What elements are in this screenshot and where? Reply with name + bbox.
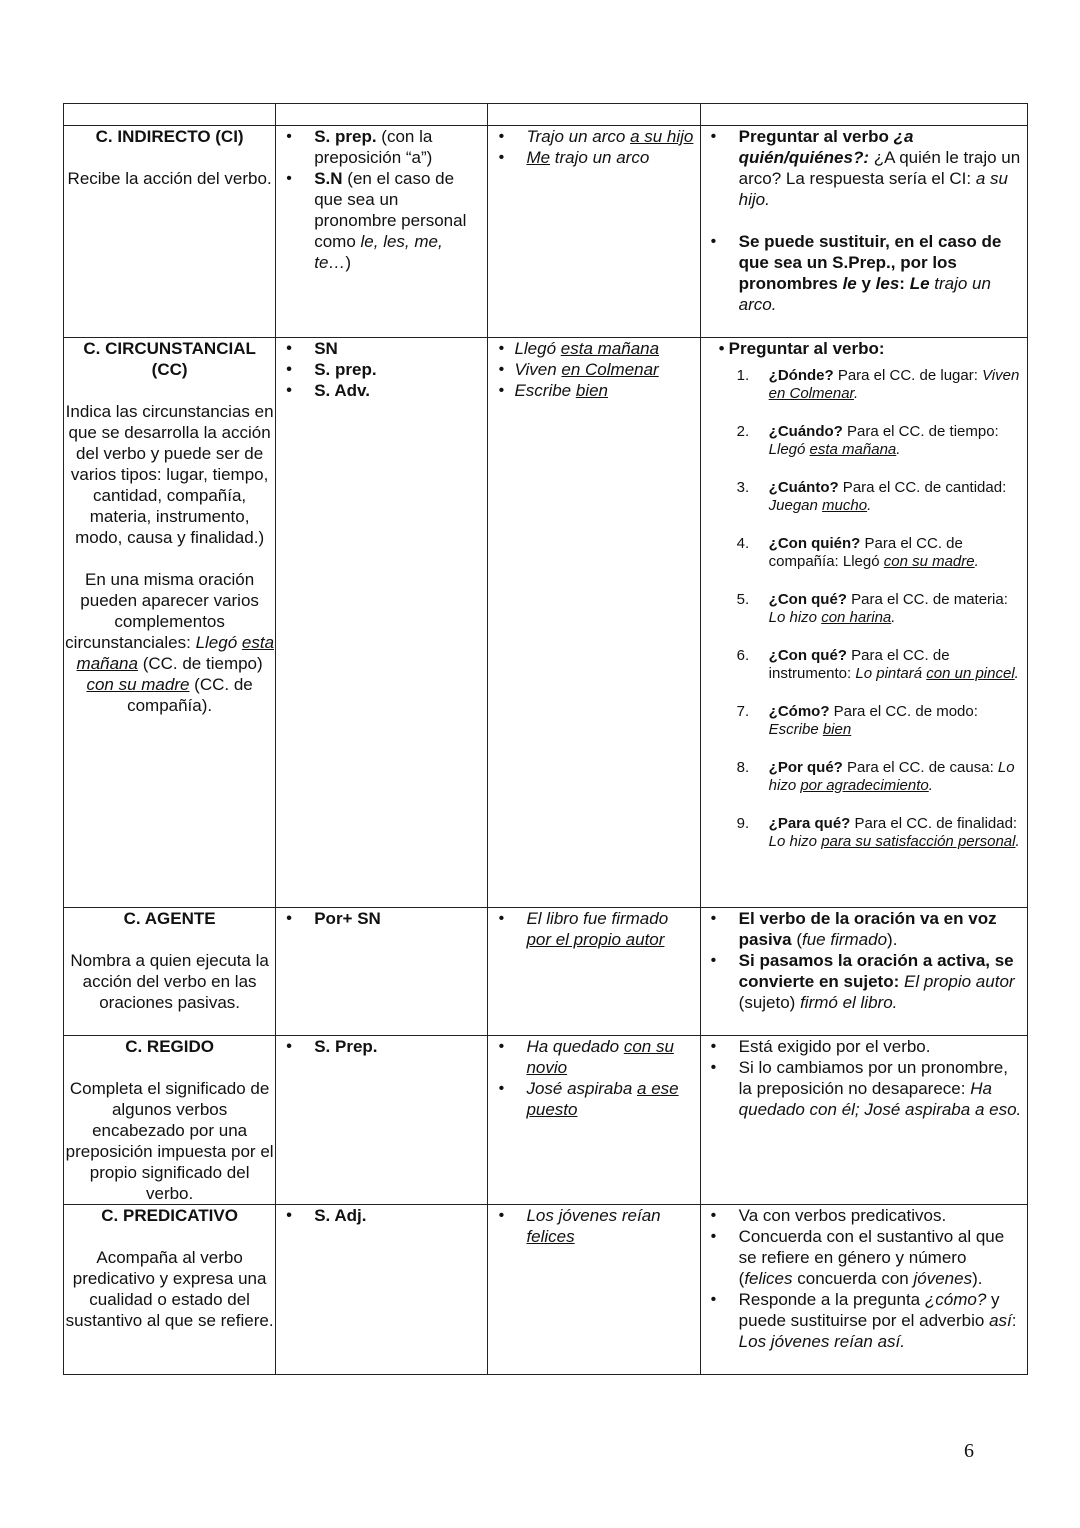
question-example: Juegan [768,497,823,514]
question-example-end: . [928,777,933,794]
question-example-end: . [891,609,896,626]
question-example-end: . [1014,665,1019,682]
complement-title: C. AGENTE [123,909,216,928]
complement-description: Nombra a quien ejecuta la acción del verbo en las oraciones pasivas. [70,951,269,1012]
question-number: 2. [736,423,750,440]
question-word: ¿Con qué? [768,591,847,608]
list-item: • Llegó esta mañana [488,338,695,359]
question-example: Lo hizo [768,833,822,850]
question-example: Lo hizo [768,609,822,626]
question-example-underlined: con su madre [883,553,975,570]
complement-title: C. REGIDO [125,1037,214,1056]
question-example-underlined: bien [822,721,852,738]
question-example-underlined: en Colmenar [768,385,854,402]
question-text: Para el CC. de modo: [829,703,978,720]
list-item: • Trajo un arco a su hijo [488,126,695,147]
notes-cell [700,908,1027,1036]
question-word: ¿Cuánto? [768,479,839,496]
list-item: • Si lo cambiamos por un pronombre, la preposición no desaparece: Ha quedado con él; José aspiraba a eso. [701,1057,1023,1120]
question-text: Para el CC. de instrumento: [768,647,950,682]
list-item: • Me trajo un arco [488,147,695,168]
question-item [701,479,1027,515]
complement-name-cell [64,908,276,1036]
question-word: ¿Por qué? [768,759,843,776]
question-word: ¿Con quién? [768,535,861,552]
list-item: • Va con verbos predicativos. [701,1205,1023,1226]
question-example-end: . [853,385,859,402]
question-item [701,647,1027,683]
list-item: • S. Prep. [276,1036,483,1057]
question-number: 6. [736,647,750,664]
notes-heading: • Preguntar al verbo: [701,338,1027,359]
list-item: • Responde a la pregunta ¿cómo? y puede sustituirse por el adverbio así: Los jóvenes reían así. [701,1289,1023,1352]
question-number: 1. [736,367,750,384]
forms-cell [276,126,488,338]
complement-description: Indica las circunstancias en que se desarrolla la acción del verbo y puede ser de varios tipos: lugar, tiempo, cantidad, compañía, materia, instrumento, modo, causa y finalidad.) [65,402,274,547]
complement-description: Recibe la acción del verbo. [67,169,272,188]
forms-cell [276,908,488,1036]
question-text: Para el CC. de materia: [846,591,1008,608]
header-cell [700,104,1027,126]
question-word: ¿Con qué? [768,647,847,664]
question-example-end: . [896,441,901,458]
question-word: ¿Cuándo? [768,423,843,440]
question-example-underlined: por agradecimiento [800,777,929,794]
examples-cell [488,1205,700,1375]
question-item [701,591,1027,627]
complement-name-cell [64,338,276,908]
complement-title: C. PREDICATIVO [101,1206,238,1225]
question-text: Para el CC. de causa: [842,759,998,776]
question-text: Para el CC. de lugar: [833,367,983,384]
notes-cell [700,338,1027,908]
question-text: Para el CC. de compañía: Llegó [768,535,963,570]
complement-description: Acompaña al verbo predicativo y expresa una cualidad o estado del sustantivo al que se refiere. [65,1248,274,1330]
forms-cell [276,338,488,908]
question-example-underlined: con un pincel [926,665,1015,682]
list-item: • Los jóvenes reían felices [488,1205,695,1247]
question-example: Llegó [768,441,810,458]
list-item: • S. prep. [276,359,483,380]
notes-cell [700,126,1027,338]
complement-name-cell [64,1205,276,1375]
examples-cell [488,338,700,908]
question-word: ¿Para qué? [768,815,851,832]
question-example-underlined: mucho [822,497,868,514]
question-text: Para el CC. de tiempo: [842,423,999,440]
header-row [64,104,1028,126]
question-example-end: . [974,553,979,570]
header-cell [64,104,276,126]
question-item [701,759,1027,795]
question-number: 5. [736,591,750,608]
table-row [64,126,1028,338]
table-row [64,908,1028,1036]
list-item: • SN [276,338,483,359]
question-word: ¿Dónde? [768,367,834,384]
list-item: • S.N (en el caso de que sea un pronombre personal como le, les, me, te…) [276,168,483,273]
examples-cell [488,908,700,1036]
complement-description-2: En una misma oración pueden aparecer varios complementos circunstanciales: Llegó esta mañana (CC. de tiempo) con su madre (CC. de compañía). [65,570,275,715]
question-list [701,367,1027,851]
notes-cell [700,1036,1027,1205]
question-number: 4. [736,535,750,552]
question-item [701,423,1027,459]
question-example: Viven [982,367,1020,384]
question-item [701,815,1027,851]
question-example: Escribe [768,721,823,738]
question-example-end: . [1015,833,1020,850]
question-item [701,703,1027,739]
question-example-underlined: esta mañana [809,441,897,458]
complement-title: C. INDIRECTO (CI) [95,127,244,146]
question-number: 7. [736,703,750,720]
list-item: • José aspiraba a ese puesto [488,1078,695,1120]
question-example: Lo pintará [855,665,927,682]
page-number: 6 [964,1440,974,1462]
header-cell [276,104,488,126]
list-item: • Viven en Colmenar [488,359,695,380]
question-item [701,535,1027,571]
list-item: • El libro fue firmado por el propio autor [488,908,695,950]
examples-cell [488,126,700,338]
notes-cell [700,1205,1027,1375]
question-example-end: . [867,497,872,514]
complement-title: C. CIRCUNSTANCIAL (CC) [83,339,256,379]
examples-cell [488,1036,700,1205]
table-row [64,338,1028,908]
question-example-underlined: para su satisfacción personal [821,833,1016,850]
question-number: 9. [736,815,750,832]
list-item: • Está exigido por el verbo. [701,1036,1023,1057]
list-item: • Se puede sustituir, en el caso de que sea un S.Prep., por los pronombres le y les: Le trajo un arco. [701,231,1023,315]
list-item: • S. Adj. [276,1205,483,1226]
list-item: • Ha quedado con su novio [488,1036,695,1078]
list-item: • S. Adv. [276,380,483,401]
list-item: • Concuerda con el sustantivo al que se refiere en género y número (felices concuerda con jóvenes). [701,1226,1023,1289]
list-item: • Preguntar al verbo ¿a quién/quiénes?: ¿A quién le trajo un arco? La respuesta sería el CI: a su hijo. [701,126,1023,210]
question-text: Para el CC. de finalidad: [850,815,1018,832]
question-example-underlined: con harina [821,609,892,626]
table-row [64,1205,1028,1375]
complement-name-cell [64,1036,276,1205]
question-number: 3. [736,479,750,496]
complement-name-cell [64,126,276,338]
table-row [64,1036,1028,1205]
header-cell [488,104,700,126]
question-item [701,367,1027,403]
grammar-table [63,103,1028,1375]
question-text: Para el CC. de cantidad: [838,479,1007,496]
list-item: • Si pasamos la oración a activa, se convierte en sujeto: El propio autor (sujeto) firmó el libro. [701,950,1023,1013]
list-item: • Escribe bien [488,380,695,401]
forms-cell [276,1205,488,1375]
complement-description: Completa el significado de algunos verbos encabezado por una preposición impuesta por el propio significado del verbo. [65,1079,274,1203]
list-item: • Por+ SN [276,908,483,929]
question-example: Lo hizo [768,759,1015,794]
list-item: • El verbo de la oración va en voz pasiva (fue firmado). [701,908,1023,950]
question-number: 8. [736,759,750,776]
question-word: ¿Cómo? [768,703,830,720]
list-item: • S. prep. (con la preposición “a”) [276,126,483,168]
forms-cell [276,1036,488,1205]
